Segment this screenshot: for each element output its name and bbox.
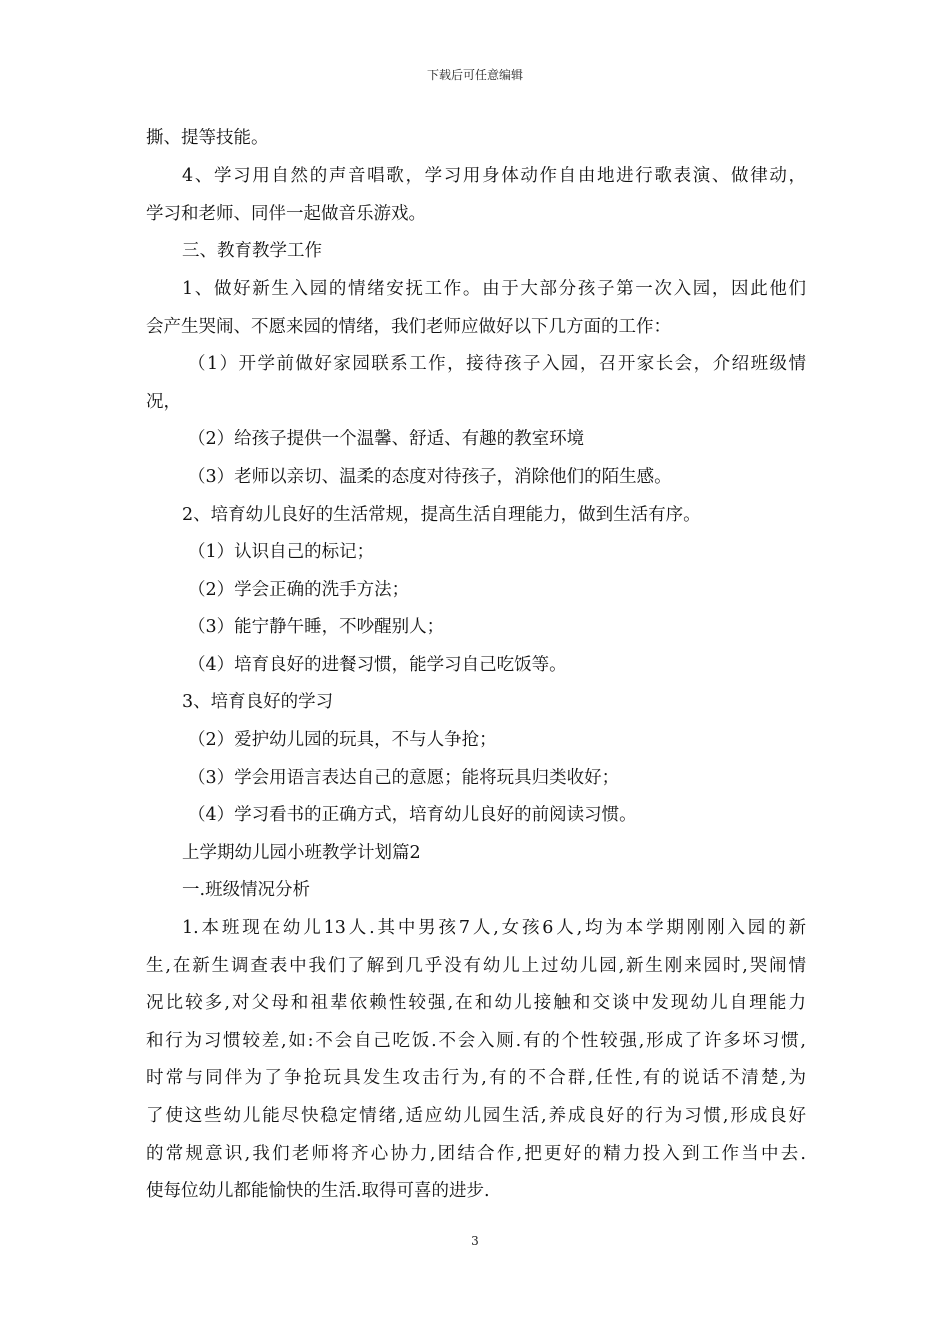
text-line: （1）开学前做好家园联系工作，接待孩子入园，召开家长会，介绍班级情 <box>188 354 806 374</box>
text-line: 生,在新生调查表中我们了解到几乎没有幼儿上过幼儿园,新生刚来园时,哭闹情 <box>146 956 806 976</box>
text-line: （3）能宁静午睡，不吵醒别人； <box>188 617 445 637</box>
text-line: 1.本班现在幼儿13人.其中男孩7人,女孩6人,均为本学期刚刚入园的新 <box>182 918 806 938</box>
text-line: 4、学习用自然的声音唱歌，学习用身体动作自由地进行歌表演、做律动， <box>182 166 806 186</box>
text-line: （1）认识自己的标记； <box>188 542 375 562</box>
text-line: （3）学会用语言表达自己的意愿；能将玩具归类收好； <box>188 768 620 788</box>
text-line: （4）学习看书的正确方式，培育幼儿良好的前阅读习惯。 <box>188 805 637 825</box>
text-line: 会产生哭闹、不愿来园的情绪，我们老师应做好以下几方面的工作： <box>146 317 671 337</box>
page-number: 3 <box>471 1234 479 1248</box>
text-line: 使每位幼儿都能愉快的生活.取得可喜的进步. <box>146 1181 490 1201</box>
text-line: 学习和老师、同伴一起做音乐游戏。 <box>146 204 426 224</box>
text-line: 况比较多,对父母和祖辈依赖性较强,在和幼儿接触和交谈中发现幼儿自理能力 <box>146 993 806 1013</box>
text-line: 和行为习惯较差,如:不会自己吃饭.不会入厕.有的个性较强,形成了许多坏习惯, <box>146 1031 806 1051</box>
text-line: 2、培育幼儿良好的生活常规，提高生活自理能力，做到生活有序。 <box>182 505 701 525</box>
text-line: 3、培育良好的学习 <box>182 692 334 712</box>
text-line: 的常规意识,我们老师将齐心协力,团结合作,把更好的精力投入到工作当中去. <box>146 1144 806 1164</box>
text-line: 了使这些幼儿能尽快稳定情绪,适应幼儿园生活,养成良好的行为习惯,形成良好 <box>146 1106 806 1126</box>
text-line: 况， <box>146 392 181 412</box>
section-heading: 一.班级情况分析 <box>182 880 311 900</box>
text-line: （2）爱护幼儿园的玩具，不与人争抢； <box>188 730 497 750</box>
section-heading: 三、教育教学工作 <box>182 241 322 261</box>
text-line: （2）学会正确的洗手方法； <box>188 580 410 600</box>
page-header: 下载后可任意编辑 <box>426 68 523 82</box>
text-line: （4）培育良好的进餐习惯，能学习自己吃饭等。 <box>188 655 567 675</box>
text-line: （2）给孩子提供一个温馨、舒适、有趣的教室环境 <box>188 429 585 449</box>
section-heading: 上学期幼儿园小班教学计划篇2 <box>182 843 421 863</box>
text-line: 撕、提等技能。 <box>146 128 269 148</box>
text-line: （3）老师以亲切、温柔的态度对待孩子，消除他们的陌生感。 <box>188 467 672 487</box>
text-line: 1、做好新生入园的情绪安抚工作。由于大部分孩子第一次入园，因此他们 <box>182 279 806 299</box>
text-line: 时常与同伴为了争抢玩具发生攻击行为,有的不合群,任性,有的说话不清楚,为 <box>146 1068 806 1088</box>
